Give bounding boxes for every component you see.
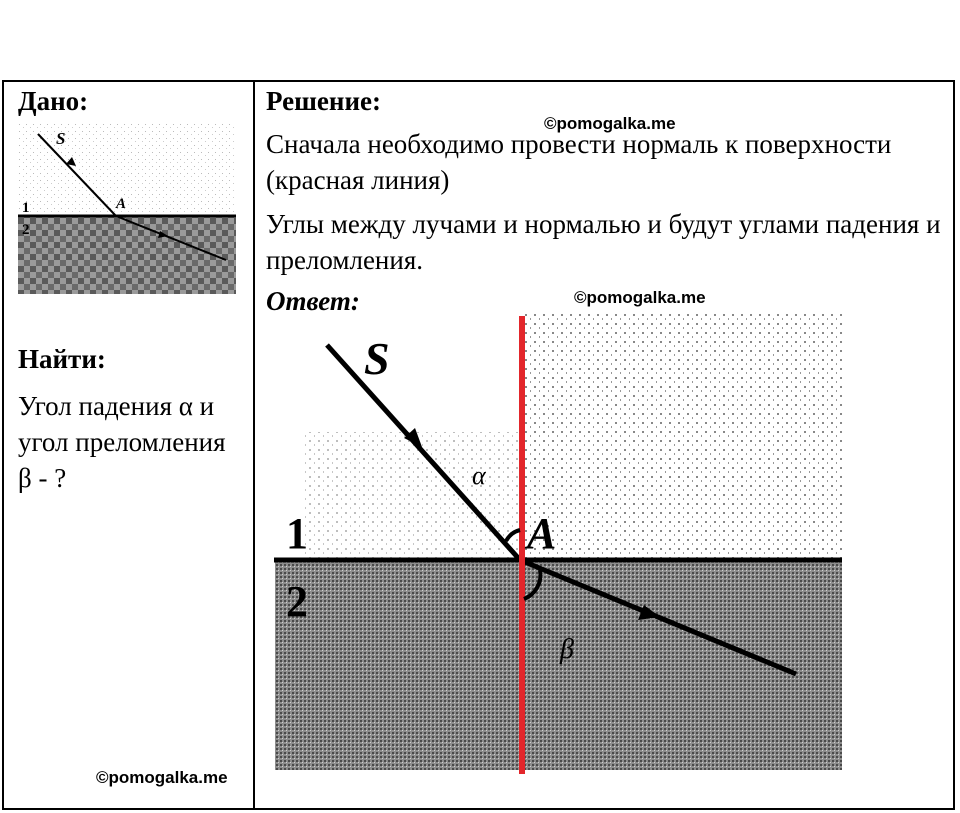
column-divider <box>253 82 255 808</box>
given-label-s: S <box>56 129 66 148</box>
answer-label-a: A <box>527 509 557 558</box>
watermark-middle: ©pomogalka.me <box>574 288 706 307</box>
given-heading: Дано: <box>18 86 89 116</box>
answer-label-s: S <box>364 333 390 384</box>
given-medium-1 <box>18 122 236 216</box>
answer-heading: Ответ: <box>266 286 360 316</box>
answer-label-1: 1 <box>286 509 308 558</box>
find-text: Угол падения α и угол преломления β - ? <box>18 391 226 493</box>
watermark-top: ©pomogalka.me <box>544 114 676 133</box>
beta-label: β <box>560 634 574 665</box>
solution-heading: Решение: <box>266 86 381 116</box>
given-label-a: A <box>116 196 127 212</box>
given-medium-2 <box>18 216 236 294</box>
given-label-2: 2 <box>22 222 30 238</box>
solution-paragraph-2: Углы между лучами и нормалью и будут углами падения и преломления. <box>266 209 941 275</box>
answer-label-2: 2 <box>286 577 308 626</box>
given-label-1: 1 <box>22 200 30 216</box>
find-heading: Найти: <box>18 344 106 374</box>
answer-medium-2 <box>275 560 842 770</box>
answer-diagram <box>272 312 844 777</box>
answer-medium-1-left <box>302 432 522 558</box>
answer-medium-1 <box>522 312 842 558</box>
watermark-bottom: ©pomogalka.me <box>96 768 228 787</box>
alpha-label: α <box>472 461 486 490</box>
solution-paragraph-1: Сначала необходимо провести нормаль к поверхности (красная линия) <box>266 129 892 195</box>
given-diagram <box>18 122 238 297</box>
